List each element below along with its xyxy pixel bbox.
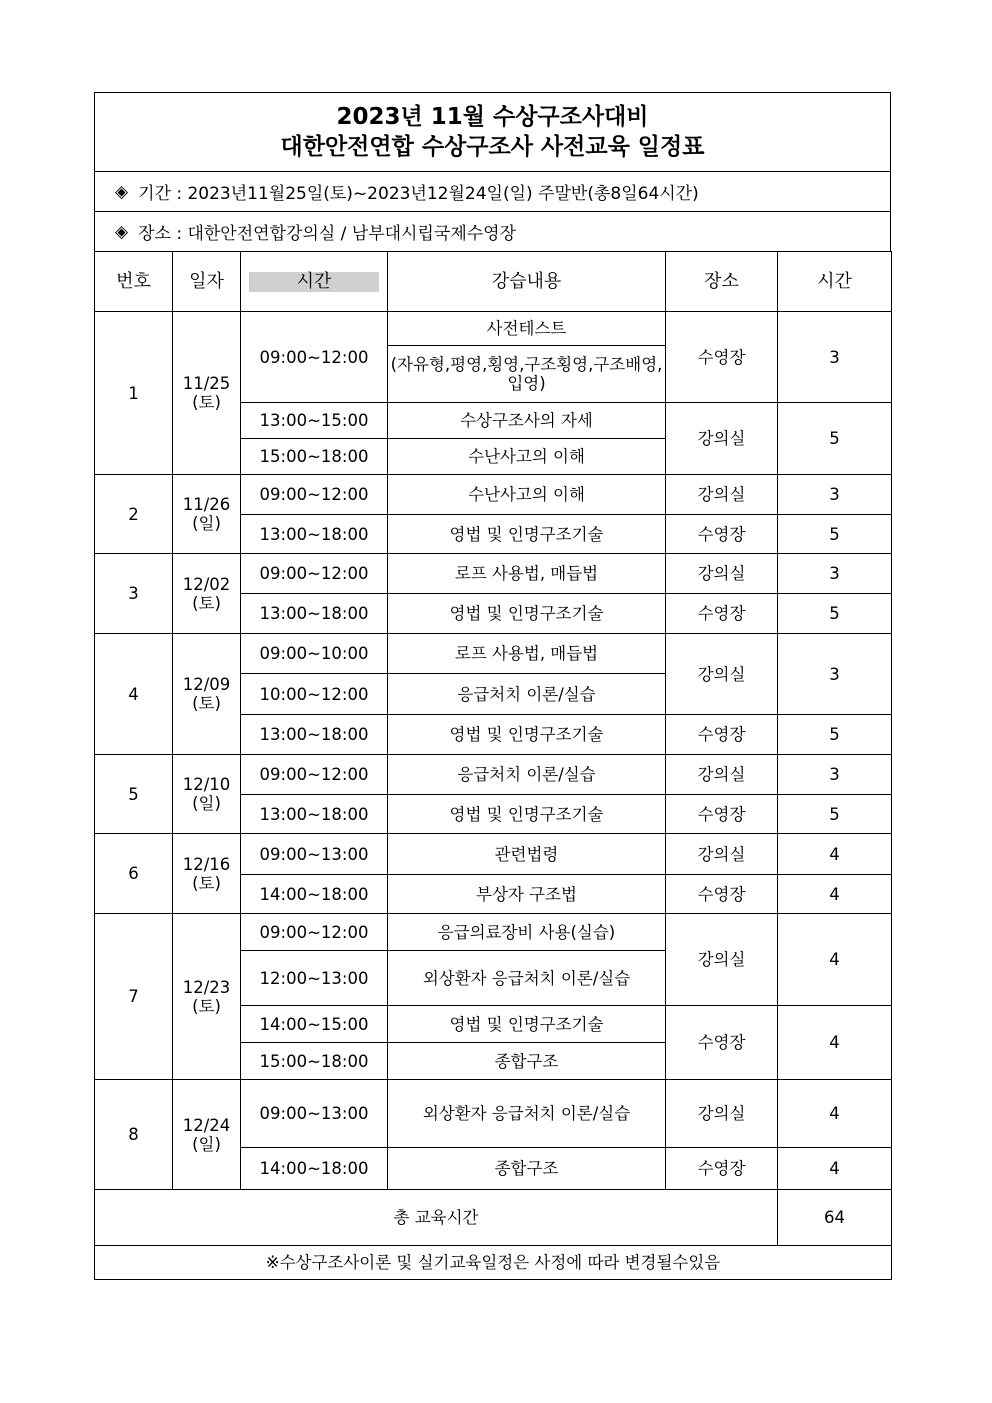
schedule-sheet bbox=[94, 92, 891, 1280]
row-time: 15:00~18:00 bbox=[241, 439, 388, 475]
table-row bbox=[95, 1080, 892, 1148]
row-no: 1 bbox=[95, 312, 173, 475]
row-date: 12/02 (토) bbox=[173, 554, 241, 634]
row-hours: 3 bbox=[778, 554, 892, 594]
table-row bbox=[95, 755, 892, 795]
row-no: 4 bbox=[95, 634, 173, 755]
row-content: 외상환자 응급처치 이론/실습 bbox=[388, 951, 666, 1006]
row-content: 사전테스트 bbox=[388, 312, 666, 346]
row-place: 수영장 bbox=[666, 312, 778, 403]
row-content: 수상구조사의 자세 bbox=[388, 403, 666, 439]
row-content: 로프 사용법, 매듭법 bbox=[388, 634, 666, 674]
row-hours: 5 bbox=[778, 715, 892, 755]
row-place: 강의실 bbox=[666, 914, 778, 1006]
row-hours: 4 bbox=[778, 1006, 892, 1080]
row-place: 수영장 bbox=[666, 875, 778, 914]
row-content: 응급의료장비 사용(실습) bbox=[388, 914, 666, 951]
row-time: 13:00~18:00 bbox=[241, 715, 388, 755]
row-date: 12/24 (일) bbox=[173, 1080, 241, 1190]
place-text: 장소 : 대한안전연합강의실 / 남부대시립국제수영장 bbox=[138, 224, 517, 244]
row-time: 15:00~18:00 bbox=[241, 1043, 388, 1080]
row-time: 13:00~18:00 bbox=[241, 795, 388, 834]
header-content: 강습내용 bbox=[388, 252, 666, 312]
row-place: 수영장 bbox=[666, 715, 778, 755]
row-place: 수영장 bbox=[666, 594, 778, 634]
row-time: 10:00~12:00 bbox=[241, 674, 388, 715]
row-content: 외상환자 응급처치 이론/실습 bbox=[388, 1080, 666, 1148]
row-hours: 4 bbox=[778, 914, 892, 1006]
table-header-row bbox=[95, 252, 892, 312]
row-time: 09:00~12:00 bbox=[241, 475, 388, 515]
row-place: 강의실 bbox=[666, 634, 778, 715]
row-date: 12/23 (토) bbox=[173, 914, 241, 1080]
row-date: 11/25 (토) bbox=[173, 312, 241, 475]
row-hours: 3 bbox=[778, 312, 892, 403]
row-content: 수난사고의 이해 bbox=[388, 475, 666, 515]
table-row bbox=[95, 475, 892, 515]
row-content: 영법 및 인명구조기술 bbox=[388, 795, 666, 834]
title-line-1: 2023년 11월 수상구조사대비 bbox=[336, 104, 649, 130]
row-content: 관련법령 bbox=[388, 834, 666, 875]
diamond-bullet-icon: ◈ bbox=[115, 221, 129, 242]
total-row bbox=[95, 1190, 892, 1246]
header-time-label: 시간 bbox=[249, 272, 379, 292]
place-info bbox=[94, 211, 891, 251]
row-no: 2 bbox=[95, 475, 173, 554]
row-content: 로프 사용법, 매듭법 bbox=[388, 554, 666, 594]
header-date: 일자 bbox=[173, 252, 241, 312]
row-hours: 4 bbox=[778, 875, 892, 914]
row-content: 영법 및 인명구조기술 bbox=[388, 515, 666, 554]
row-content: 영법 및 인명구조기술 bbox=[388, 594, 666, 634]
table-row bbox=[95, 554, 892, 594]
row-hours: 4 bbox=[778, 1148, 892, 1190]
row-time: 09:00~12:00 bbox=[241, 312, 388, 403]
row-hours: 5 bbox=[778, 594, 892, 634]
row-no: 3 bbox=[95, 554, 173, 634]
row-hours: 5 bbox=[778, 403, 892, 475]
row-place: 강의실 bbox=[666, 834, 778, 875]
row-date: 12/16 (토) bbox=[173, 834, 241, 914]
row-no: 5 bbox=[95, 755, 173, 834]
row-no: 8 bbox=[95, 1080, 173, 1190]
row-content: 부상자 구조법 bbox=[388, 875, 666, 914]
row-hours: 5 bbox=[778, 515, 892, 554]
row-hours: 5 bbox=[778, 795, 892, 834]
period-text: 기간 : 2023년11월25일(토)~2023년12월24일(일) 주말반(총8일64시간) bbox=[138, 184, 699, 204]
row-no: 6 bbox=[95, 834, 173, 914]
row-place: 강의실 bbox=[666, 755, 778, 795]
row-content-detail: (자유형,평영,횡영,구조횡영,구조배영,입영) bbox=[388, 346, 666, 403]
row-time: 12:00~13:00 bbox=[241, 951, 388, 1006]
title-line-2: 대한안전연합 수상구조사 사전교육 일정표 bbox=[280, 134, 705, 160]
row-place: 강의실 bbox=[666, 475, 778, 515]
row-content: 수난사고의 이해 bbox=[388, 439, 666, 475]
row-date: 12/10 (일) bbox=[173, 755, 241, 834]
document-title bbox=[94, 92, 891, 171]
row-content: 종합구조 bbox=[388, 1043, 666, 1080]
diamond-bullet-icon: ◈ bbox=[115, 181, 129, 202]
row-content: 응급처치 이론/실습 bbox=[388, 755, 666, 795]
header-time bbox=[241, 252, 388, 312]
row-no: 7 bbox=[95, 914, 173, 1080]
row-time: 09:00~10:00 bbox=[241, 634, 388, 674]
total-label: 총 교육시간 bbox=[95, 1190, 778, 1246]
row-place: 수영장 bbox=[666, 1148, 778, 1190]
row-time: 09:00~12:00 bbox=[241, 554, 388, 594]
row-date: 11/26 (일) bbox=[173, 475, 241, 554]
row-hours: 3 bbox=[778, 755, 892, 795]
header-no: 번호 bbox=[95, 252, 173, 312]
row-place: 강의실 bbox=[666, 403, 778, 475]
row-content: 응급처치 이론/실습 bbox=[388, 674, 666, 715]
row-time: 13:00~18:00 bbox=[241, 594, 388, 634]
row-place: 강의실 bbox=[666, 1080, 778, 1148]
header-hours: 시간 bbox=[778, 252, 892, 312]
note-row bbox=[95, 1246, 892, 1280]
table-row bbox=[95, 634, 892, 674]
row-place: 수영장 bbox=[666, 795, 778, 834]
row-place: 수영장 bbox=[666, 1006, 778, 1080]
row-content: 영법 및 인명구조기술 bbox=[388, 715, 666, 755]
row-time: 14:00~18:00 bbox=[241, 875, 388, 914]
row-time: 13:00~15:00 bbox=[241, 403, 388, 439]
row-time: 09:00~12:00 bbox=[241, 914, 388, 951]
row-content: 영법 및 인명구조기술 bbox=[388, 1006, 666, 1043]
row-time: 14:00~15:00 bbox=[241, 1006, 388, 1043]
row-time: 09:00~13:00 bbox=[241, 834, 388, 875]
row-hours: 4 bbox=[778, 1080, 892, 1148]
total-value: 64 bbox=[778, 1190, 892, 1246]
row-time: 09:00~13:00 bbox=[241, 1080, 388, 1148]
footnote: ※수상구조사이론 및 실기교육일정은 사정에 따라 변경될수있음 bbox=[95, 1246, 892, 1280]
row-date: 12/09 (토) bbox=[173, 634, 241, 755]
schedule-table bbox=[94, 251, 892, 1280]
period-info bbox=[94, 171, 891, 211]
table-row bbox=[95, 834, 892, 875]
row-time: 13:00~18:00 bbox=[241, 515, 388, 554]
row-hours: 3 bbox=[778, 634, 892, 715]
row-content: 종합구조 bbox=[388, 1148, 666, 1190]
header-place: 장소 bbox=[666, 252, 778, 312]
row-hours: 4 bbox=[778, 834, 892, 875]
table-row bbox=[95, 914, 892, 951]
row-hours: 3 bbox=[778, 475, 892, 515]
row-place: 강의실 bbox=[666, 554, 778, 594]
row-time: 14:00~18:00 bbox=[241, 1148, 388, 1190]
row-time: 09:00~12:00 bbox=[241, 755, 388, 795]
row-place: 수영장 bbox=[666, 515, 778, 554]
table-row bbox=[95, 312, 892, 346]
